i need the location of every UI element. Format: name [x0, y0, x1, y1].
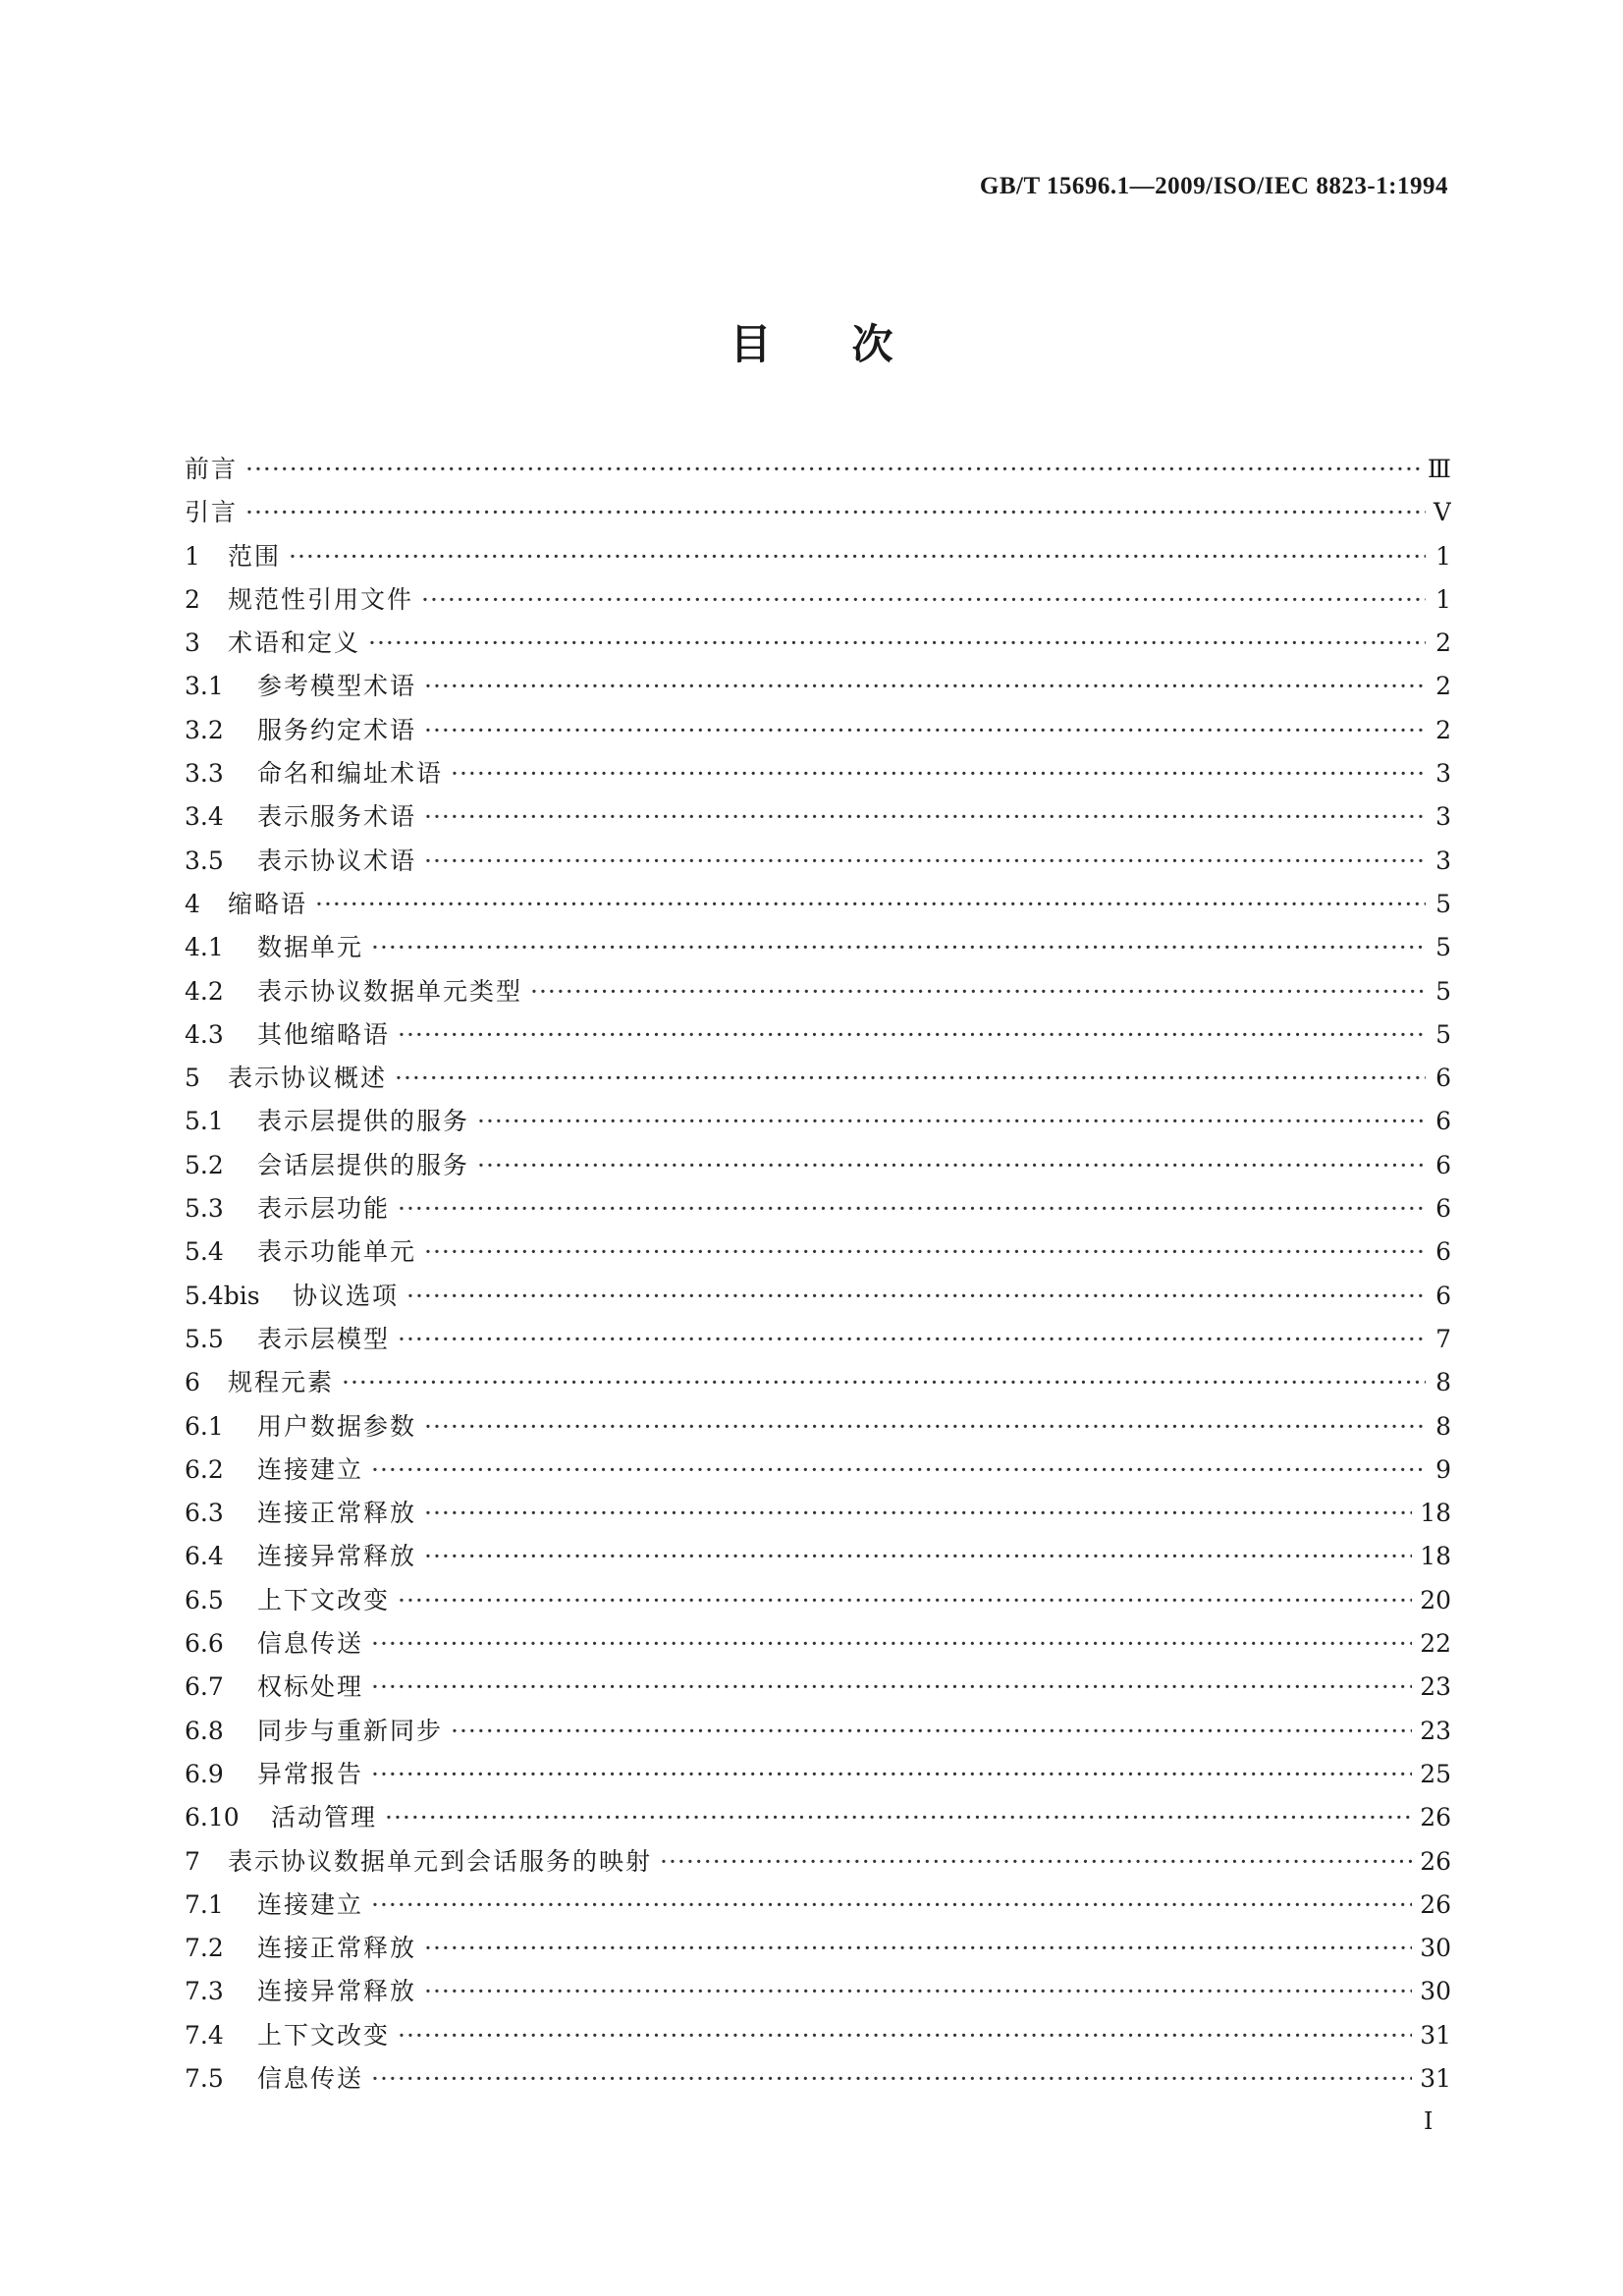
toc-entry-title: 前言 [185, 455, 239, 483]
toc-leader-dots [424, 665, 1426, 708]
toc-entry-title: 命名和编址术语 [257, 759, 444, 789]
toc-entry-number: 6.10 [185, 1803, 240, 1832]
toc-leader-dots [245, 448, 1420, 491]
toc-entry[interactable] [185, 1230, 1451, 1274]
table-of-contents [185, 448, 1451, 2101]
toc-entry[interactable] [185, 578, 1451, 622]
toc-leader-dots [421, 578, 1426, 622]
toc-leader-dots [424, 709, 1426, 752]
toc-entry-title: 表示协议概述 [228, 1064, 388, 1093]
toc-entry-title: 会话层提供的服务 [257, 1150, 470, 1179]
toc-entry[interactable] [185, 622, 1451, 665]
toc-entry-title: 表示功能单元 [257, 1237, 417, 1267]
toc-entry-number: 6.8 [185, 1716, 224, 1745]
toc-entry-page: 18 [1420, 1499, 1451, 1528]
toc-entry-page: 31 [1420, 2020, 1451, 2050]
toc-entry-title: 用户数据参数 [257, 1411, 417, 1441]
toc-entry[interactable] [185, 2057, 1451, 2101]
toc-entry-number: 6.5 [185, 1585, 224, 1614]
toc-leader-dots [424, 1492, 1412, 1535]
toc-entry-number: 5.2 [185, 1150, 224, 1179]
toc-entry[interactable] [185, 1579, 1451, 1622]
toc-leader-dots [424, 1405, 1426, 1449]
toc-entry-title: 权标处理 [257, 1672, 364, 1702]
toc-entry-title: 活动管理 [271, 1803, 378, 1832]
toc-leader-dots [371, 1884, 1412, 1927]
toc-entry-number: 7.3 [185, 1977, 224, 2006]
toc-entry[interactable] [185, 1057, 1451, 1100]
toc-entry-number: 7 [185, 1846, 200, 1876]
toc-leader-dots [424, 1927, 1412, 1970]
toc-entry[interactable] [185, 709, 1451, 752]
toc-leader-dots [289, 535, 1426, 578]
toc-entry[interactable] [185, 1884, 1451, 1927]
toc-leader-dots [398, 1579, 1412, 1622]
toc-entry-page: 25 [1420, 1759, 1451, 1788]
toc-entry-number: 3.5 [185, 846, 224, 875]
toc-entry[interactable] [185, 2014, 1451, 2057]
toc-leader-dots [398, 1013, 1426, 1057]
toc-entry-title: 引言 [185, 498, 239, 527]
toc-entry-title: 数据单元 [257, 933, 364, 962]
toc-entry-number: 5.3 [185, 1194, 224, 1224]
toc-leader-dots [477, 1144, 1426, 1187]
toc-entry-title: 连接异常释放 [257, 1977, 417, 2006]
toc-entry[interactable] [185, 1013, 1451, 1057]
toc-leader-dots [371, 1666, 1412, 1709]
toc-entry-number: 6.3 [185, 1499, 224, 1528]
toc-entry-title: 规程元素 [228, 1368, 335, 1397]
toc-entry-number: 2 [185, 584, 200, 614]
toc-entry-number: 6.7 [185, 1672, 224, 1702]
toc-entry[interactable] [185, 1666, 1451, 1709]
toc-entry-page: 3 [1435, 802, 1451, 832]
toc-entry-title: 连接建立 [257, 1454, 364, 1484]
toc-entry-title: 表示协议数据单元到会话服务的映射 [228, 1846, 653, 1876]
toc-entry-page: 20 [1420, 1585, 1451, 1614]
toc-entry-page: 5 [1435, 976, 1451, 1006]
toc-entry-title: 连接异常释放 [257, 1542, 417, 1571]
toc-entry-number: 6.1 [185, 1411, 224, 1441]
toc-entry-number: 7.5 [185, 2063, 224, 2093]
toc-entry-page: 18 [1420, 1542, 1451, 1571]
toc-entry-title: 同步与重新同步 [257, 1716, 444, 1745]
toc-entry-number: 5.4bis [185, 1281, 260, 1310]
toc-entry-page: 5 [1435, 889, 1451, 918]
toc-entry-page: 6 [1435, 1064, 1451, 1093]
toc-entry[interactable] [185, 1449, 1451, 1492]
toc-entry-page: 2 [1435, 715, 1451, 744]
toc-entry[interactable] [185, 883, 1451, 926]
toc-entry-number: 1 [185, 541, 200, 571]
toc-entry[interactable] [185, 1840, 1451, 1884]
toc-leader-dots [398, 2014, 1412, 2057]
page-title: 目次 [730, 320, 974, 368]
toc-entry[interactable] [185, 491, 1451, 534]
toc-leader-dots [477, 1100, 1426, 1143]
toc-entry-title: 服务约定术语 [257, 715, 417, 744]
toc-leader-dots [451, 752, 1426, 795]
toc-entry[interactable] [185, 1492, 1451, 1535]
toc-entry-page: 6 [1435, 1107, 1451, 1136]
toc-entry[interactable] [185, 1622, 1451, 1666]
toc-entry-title: 表示服务术语 [257, 802, 417, 832]
toc-entry-number: 3.2 [185, 715, 224, 744]
toc-entry[interactable] [185, 448, 1451, 491]
toc-entry-page: 26 [1420, 1846, 1451, 1876]
toc-entry-number: 4.3 [185, 1019, 224, 1049]
toc-entry-page: 23 [1420, 1672, 1451, 1702]
toc-leader-dots [371, 2057, 1412, 2101]
toc-entry-page: 8 [1435, 1411, 1451, 1441]
toc-entry-number: 5.1 [185, 1107, 224, 1136]
toc-entry[interactable] [185, 1187, 1451, 1230]
toc-entry-title: 范围 [228, 541, 282, 571]
toc-entry-title: 缩略语 [228, 889, 308, 918]
toc-leader-dots [424, 1970, 1412, 2013]
toc-entry-page: 26 [1420, 1803, 1451, 1832]
toc-entry-title: 协议选项 [293, 1281, 400, 1310]
toc-entry[interactable] [185, 795, 1451, 839]
toc-entry-page: 2 [1435, 629, 1451, 658]
toc-entry-title: 术语和定义 [228, 629, 361, 658]
toc-entry-page: 6 [1435, 1150, 1451, 1179]
toc-entry-number: 7.4 [185, 2020, 224, 2050]
toc-leader-dots [398, 1318, 1426, 1361]
toc-entry[interactable] [185, 1796, 1451, 1839]
toc-entry[interactable] [185, 1144, 1451, 1187]
toc-entry[interactable] [185, 1535, 1451, 1578]
toc-entry-title: 上下文改变 [257, 2020, 391, 2050]
toc-entry-title: 表示协议术语 [257, 846, 417, 875]
toc-entry-page: 8 [1435, 1368, 1451, 1397]
toc-entry[interactable] [185, 1361, 1451, 1404]
toc-leader-dots [451, 1710, 1412, 1753]
toc-entry-number: 5.5 [185, 1324, 224, 1353]
toc-leader-dots [371, 926, 1426, 969]
toc-entry-title: 连接正常释放 [257, 1499, 417, 1528]
toc-entry-number: 6 [185, 1368, 200, 1397]
toc-entry-title: 其他缩略语 [257, 1019, 391, 1049]
toc-leader-dots [424, 840, 1426, 883]
toc-leader-dots [371, 1622, 1412, 1666]
toc-entry-page: 6 [1435, 1281, 1451, 1310]
toc-entry[interactable] [185, 1753, 1451, 1796]
toc-entry-number: 3 [185, 629, 200, 658]
toc-entry-title: 表示协议数据单元类型 [257, 976, 523, 1006]
toc-entry-page: 3 [1435, 759, 1451, 789]
toc-entry-page: 1 [1435, 584, 1451, 614]
toc-entry[interactable] [185, 665, 1451, 708]
toc-entry-number: 6.4 [185, 1542, 224, 1571]
toc-leader-dots [424, 795, 1426, 839]
toc-entry-title: 连接建立 [257, 1889, 364, 1919]
toc-entry[interactable] [185, 1710, 1451, 1753]
toc-leader-dots [342, 1361, 1426, 1404]
toc-leader-dots [371, 1753, 1412, 1796]
toc-entry-number: 7.2 [185, 1934, 224, 1963]
toc-entry-title: 信息传送 [257, 2063, 364, 2093]
toc-entry-number: 6.6 [185, 1629, 224, 1659]
toc-entry-number: 3.4 [185, 802, 224, 832]
standard-number-header: GB/T 15696.1—2009/ISO/IEC 8823-1:1994 [979, 173, 1448, 199]
toc-leader-dots [371, 1449, 1426, 1492]
toc-entry-page: 3 [1435, 846, 1451, 875]
toc-entry-title: 规范性引用文件 [228, 584, 414, 614]
toc-entry-number: 3.3 [185, 759, 224, 789]
toc-entry-page: 5 [1435, 1019, 1451, 1049]
toc-entry-page: 31 [1420, 2063, 1451, 2093]
toc-entry[interactable] [185, 970, 1451, 1013]
toc-entry[interactable] [185, 840, 1451, 883]
toc-entry[interactable] [185, 1318, 1451, 1361]
toc-entry-page: 30 [1420, 1934, 1451, 1963]
toc-entry-title: 连接正常释放 [257, 1934, 417, 1963]
toc-entry-number: 7.1 [185, 1889, 224, 1919]
toc-leader-dots [530, 970, 1426, 1013]
toc-entry-number: 3.1 [185, 672, 224, 701]
toc-leader-dots [368, 622, 1426, 665]
toc-entry-page: 23 [1420, 1716, 1451, 1745]
toc-entry-title: 表示层模型 [257, 1324, 391, 1353]
page-number: I [1424, 2107, 1434, 2135]
toc-entry-number: 5 [185, 1064, 200, 1093]
toc-leader-dots [395, 1057, 1426, 1100]
toc-entry-page: 6 [1435, 1237, 1451, 1267]
toc-leader-dots [406, 1275, 1426, 1318]
toc-entry-title: 表示层功能 [257, 1194, 391, 1224]
toc-entry-page: 6 [1435, 1194, 1451, 1224]
toc-entry[interactable] [185, 926, 1451, 969]
toc-entry[interactable] [185, 1970, 1451, 2013]
toc-entry-page: 30 [1420, 1977, 1451, 2006]
toc-leader-dots [424, 1535, 1412, 1578]
toc-entry[interactable] [185, 535, 1451, 578]
toc-entry-page: 5 [1435, 933, 1451, 962]
toc-entry-page: Ⅴ [1433, 498, 1451, 527]
toc-entry[interactable] [185, 752, 1451, 795]
toc-entry-page: 7 [1435, 1324, 1451, 1353]
toc-entry-number: 4.1 [185, 933, 224, 962]
toc-entry-number: 6.2 [185, 1454, 224, 1484]
toc-entry-title: 信息传送 [257, 1629, 364, 1659]
toc-entry-title: 表示层提供的服务 [257, 1107, 470, 1136]
toc-entry-page: 9 [1435, 1454, 1451, 1484]
toc-leader-dots [660, 1840, 1412, 1884]
toc-entry-page: 26 [1420, 1889, 1451, 1919]
toc-entry-number: 5.4 [185, 1237, 224, 1267]
toc-entry-page: 2 [1435, 672, 1451, 701]
toc-entry[interactable] [185, 1927, 1451, 1970]
toc-entry-page: 1 [1435, 541, 1451, 571]
toc-entry[interactable] [185, 1405, 1451, 1449]
toc-leader-dots [315, 883, 1426, 926]
toc-entry-number: 4 [185, 889, 200, 918]
toc-leader-dots [385, 1796, 1412, 1839]
toc-entry[interactable] [185, 1275, 1451, 1318]
toc-entry-page: Ⅲ [1427, 455, 1451, 483]
toc-entry[interactable] [185, 1100, 1451, 1143]
toc-leader-dots [424, 1230, 1426, 1274]
toc-entry-title: 上下文改变 [257, 1585, 391, 1614]
toc-entry-title: 异常报告 [257, 1759, 364, 1788]
toc-entry-number: 4.2 [185, 976, 224, 1006]
toc-entry-page: 22 [1420, 1629, 1451, 1659]
toc-entry-number: 6.9 [185, 1759, 224, 1788]
toc-entry-title: 参考模型术语 [257, 672, 417, 701]
toc-leader-dots [245, 491, 1426, 534]
toc-leader-dots [398, 1187, 1426, 1230]
